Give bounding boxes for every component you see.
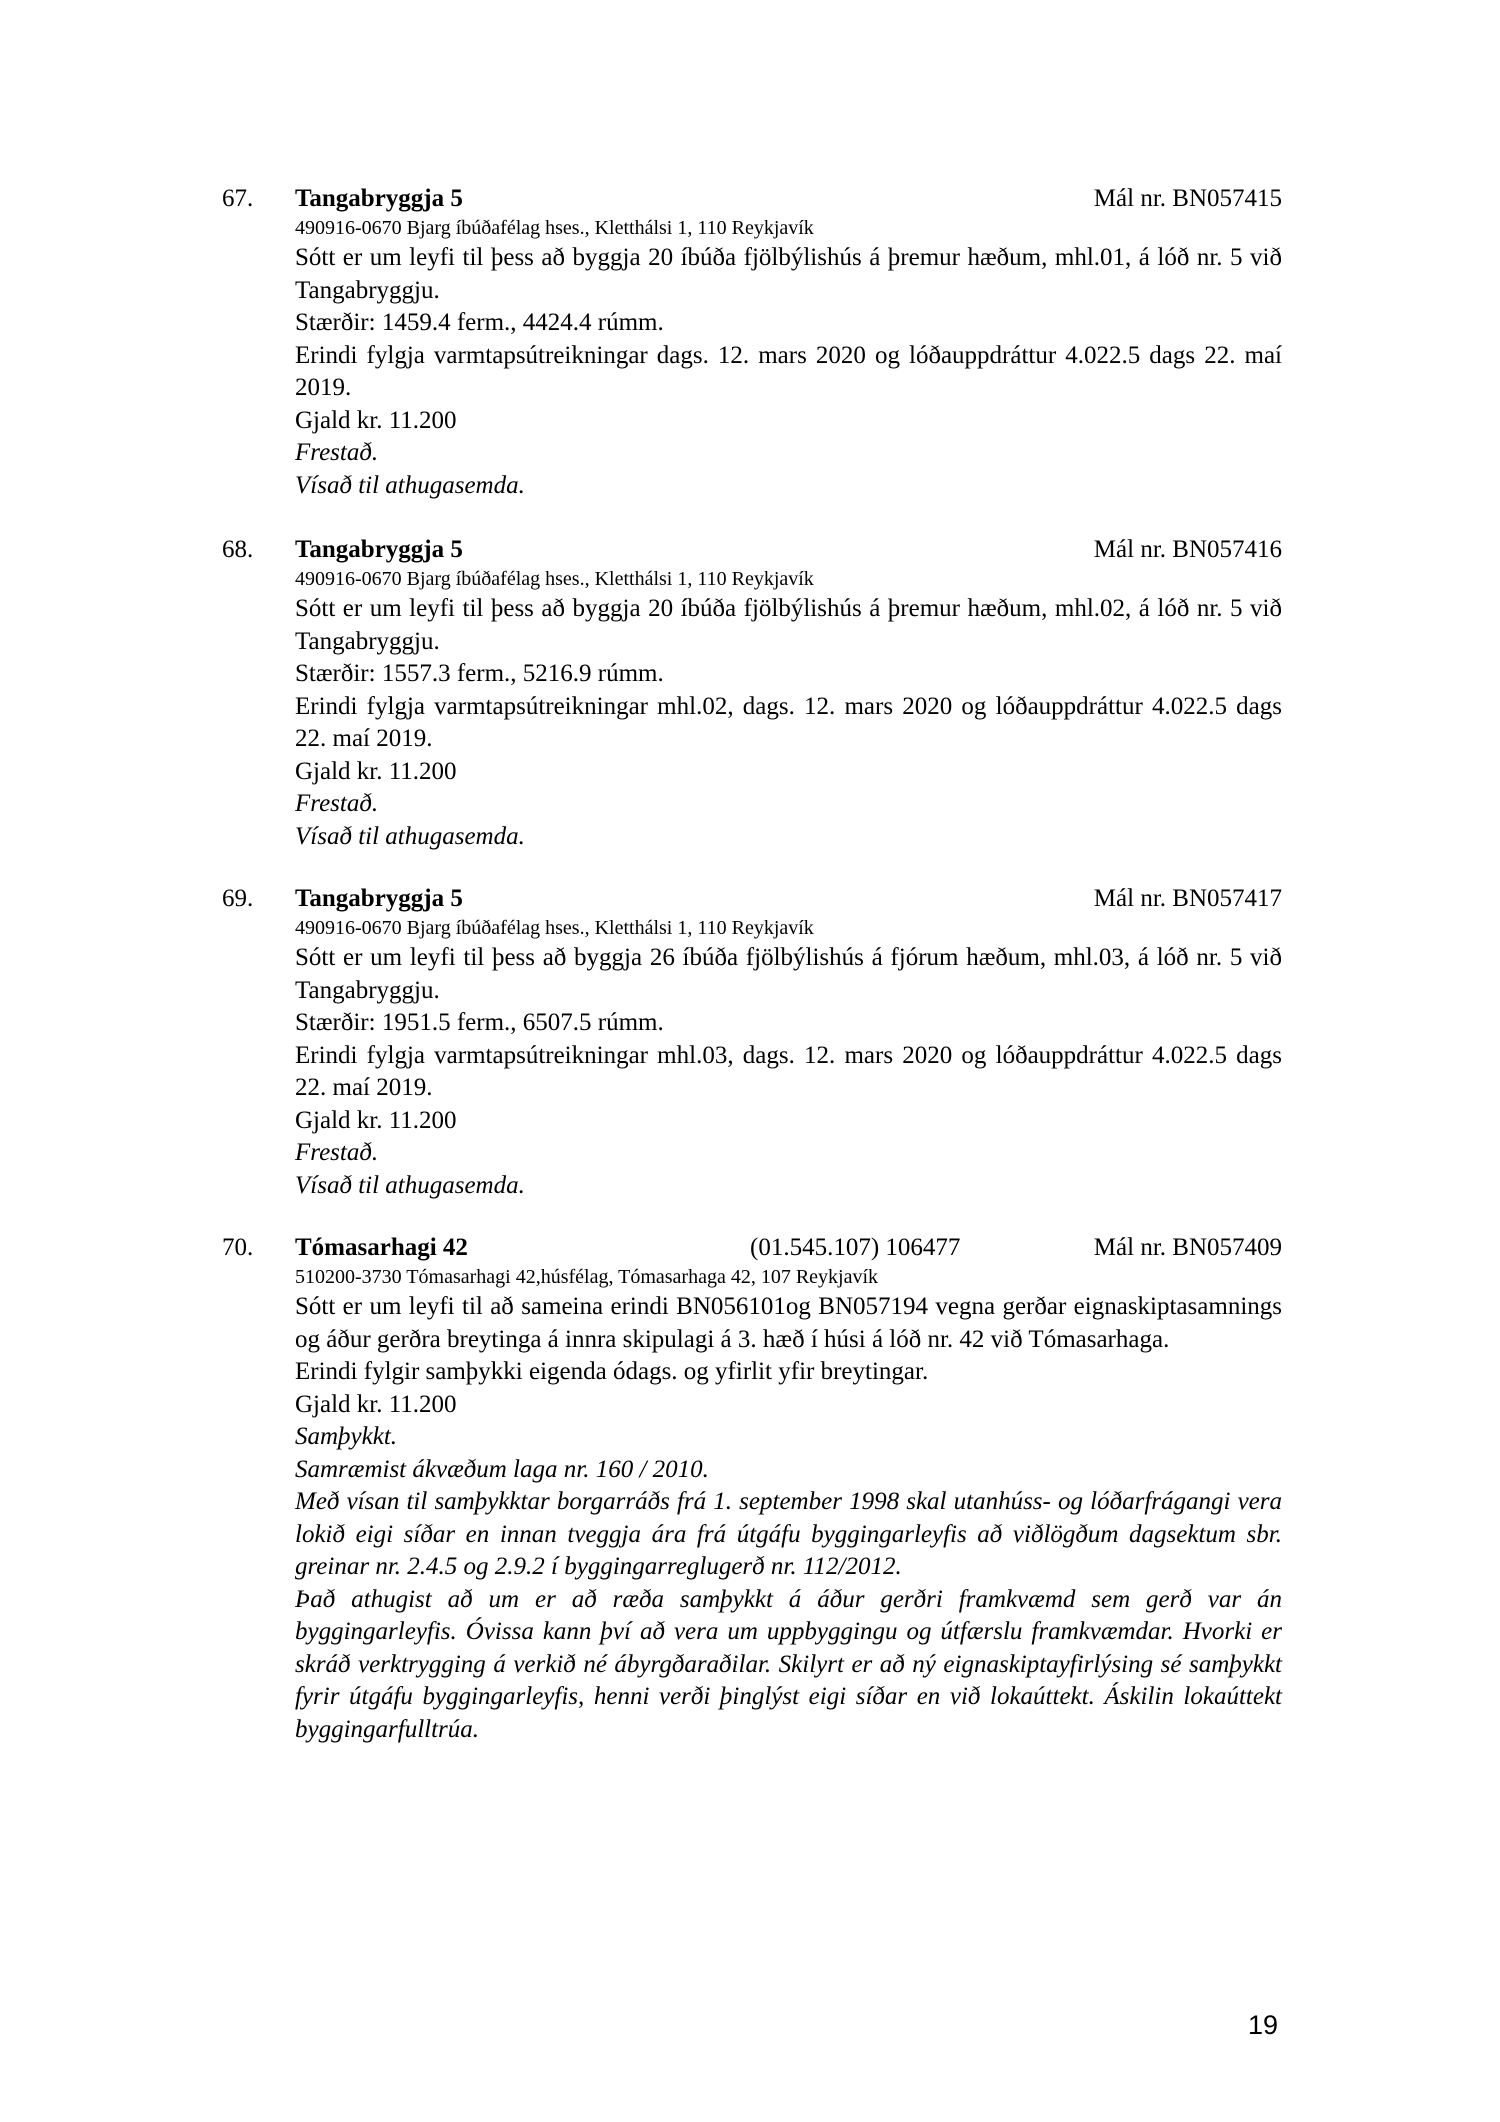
case-number: Mál nr. BN057417 xyxy=(1093,885,1282,912)
sizes: Stærðir: 1951.5 ferm., 6507.5 rúmm. xyxy=(295,1009,664,1036)
sizes: Stærðir: 1459.4 ferm., 4424.4 rúmm. xyxy=(295,309,664,336)
entry-number: 69. xyxy=(222,885,254,912)
case-entry xyxy=(222,882,1282,1202)
entry-number: 67. xyxy=(222,185,254,212)
decision-note: Vísað til athugasemda. xyxy=(295,1171,525,1199)
entry-title: Tangabryggja 5 xyxy=(295,536,463,563)
entry-number: 68. xyxy=(222,536,254,563)
fee: Gjald kr. 11.200 xyxy=(295,757,457,785)
attachments-text: Erindi fylgja varmtapsútreikningar dags. 12. mars 2020 og lóðauppdráttur 4.022.5 dags 22. maí 2019. xyxy=(295,341,1282,401)
entry-body xyxy=(295,915,1282,1202)
application-text: Sótt er um leyfi til þess að byggja 26 íbúða fjölbýlishús á fjórum hæðum, mhl.03, á lóð nr. 5 við Tangabryggju. xyxy=(295,944,1282,1004)
page-number: 19 xyxy=(1247,2010,1278,2040)
entry-number: 70. xyxy=(222,1234,254,1261)
entry-header xyxy=(222,882,1282,915)
applicant: 490916-0670 Bjarg íbúðafélag hses., Kletthálsi 1, 110 Reykjavík xyxy=(295,917,814,939)
attachments-text: Erindi fylgja varmtapsútreikningar mhl.02, dags. 12. mars 2020 og lóðauppdráttur 4.022.5 dags 22. maí 2019. xyxy=(295,692,1282,752)
case-entry xyxy=(222,533,1282,853)
applicant: 510200-3730 Tómasarhagi 42,húsfélag, Tómasarhaga 42, 107 Reykjavík xyxy=(295,1266,879,1288)
decision-remark: Það athugist að um er að ræða samþykkt á áður gerðri framkvæmd sem gerð var án byggingarleyfis. Óvissa kann því að vera um uppbyggingu og útfærslu framkvæmdar. Hvorki er skráð verktrygging á verkið né ábyrgðaraðilar. Skilyrt er að ný eignaskiptayfirlýsing sé samþykkt fyrir útgáfu byggingarleyfis, henni verði þinglýst eigi síðar en við lokaúttekt. Áskilin lokaúttekt byggingarfulltrúa. xyxy=(295,1585,1282,1743)
decision-condition: Með vísan til samþykktar borgarráðs frá 1. september 1998 skal utanhúss- og lóðarfrágangi vera lokið eigi síðar en innan tveggja ára frá útgáfu byggingarleyfis að viðlögðum dagsektum sbr. greinar nr. 2.4.5 og 2.9.2 í byggingarreglugerð nr. 112/2012. xyxy=(295,1488,1282,1580)
entry-header xyxy=(222,533,1282,566)
entry-body xyxy=(295,566,1282,853)
fee: Gjald kr. 11.200 xyxy=(295,1106,457,1134)
decision: Frestað. xyxy=(295,790,379,817)
case-number: Mál nr. BN057409 xyxy=(1093,1234,1282,1261)
fee: Gjald kr. 11.200 xyxy=(295,406,457,434)
decision-note: Vísað til athugasemda. xyxy=(295,471,525,499)
case-number: Mál nr. BN057415 xyxy=(1093,185,1282,212)
application-text: Sótt er um leyfi til að sameina erindi BN056101og BN057194 vegna gerðar eignaskiptasamnings og áður gerðra breytinga á innra skipulagi á 3. hæð í húsi á lóð nr. 42 við Tómasarhaga. xyxy=(295,1293,1282,1353)
case-entry xyxy=(222,182,1282,502)
entry-title: Tangabryggja 5 xyxy=(295,885,463,912)
attachments-text: Erindi fylgir samþykki eigenda ódags. og yfirlit yfir breytingar. xyxy=(295,1358,929,1385)
entry-header xyxy=(222,182,1282,215)
fee: Gjald kr. 11.200 xyxy=(295,1390,457,1418)
decision: Frestað. xyxy=(295,1139,379,1166)
entry-title: Tómasarhagi 42 xyxy=(295,1234,468,1261)
entry-header xyxy=(222,1231,1282,1264)
entry-body xyxy=(295,1264,1282,1746)
decision-note: Samræmist ákvæðum laga nr. 160 / 2010. xyxy=(295,1455,709,1483)
applicant: 490916-0670 Bjarg íbúðafélag hses., Kletthálsi 1, 110 Reykjavík xyxy=(295,568,814,590)
applicant: 490916-0670 Bjarg íbúðafélag hses., Kletthálsi 1, 110 Reykjavík xyxy=(295,217,814,239)
decision: Samþykkt. xyxy=(295,1423,398,1450)
case-number: Mál nr. BN057416 xyxy=(1093,536,1282,563)
sizes: Stærðir: 1557.3 ferm., 5216.9 rúmm. xyxy=(295,660,664,687)
entry-title: Tangabryggja 5 xyxy=(295,185,463,212)
application-text: Sótt er um leyfi til þess að byggja 20 íbúða fjölbýlishús á þremur hæðum, mhl.02, á lóð nr. 5 við Tangabryggju. xyxy=(295,595,1282,655)
entry-body xyxy=(295,215,1282,502)
land-number: (01.545.107) 106477 xyxy=(750,1234,961,1261)
attachments-text: Erindi fylgja varmtapsútreikningar mhl.03, dags. 12. mars 2020 og lóðauppdráttur 4.022.5 dags 22. maí 2019. xyxy=(295,1041,1282,1101)
case-entry xyxy=(222,1231,1282,1746)
decision: Frestað. xyxy=(295,439,379,466)
application-text: Sótt er um leyfi til þess að byggja 20 íbúða fjölbýlishús á þremur hæðum, mhl.01, á lóð nr. 5 við Tangabryggju. xyxy=(295,244,1282,304)
decision-note: Vísað til athugasemda. xyxy=(295,822,525,850)
